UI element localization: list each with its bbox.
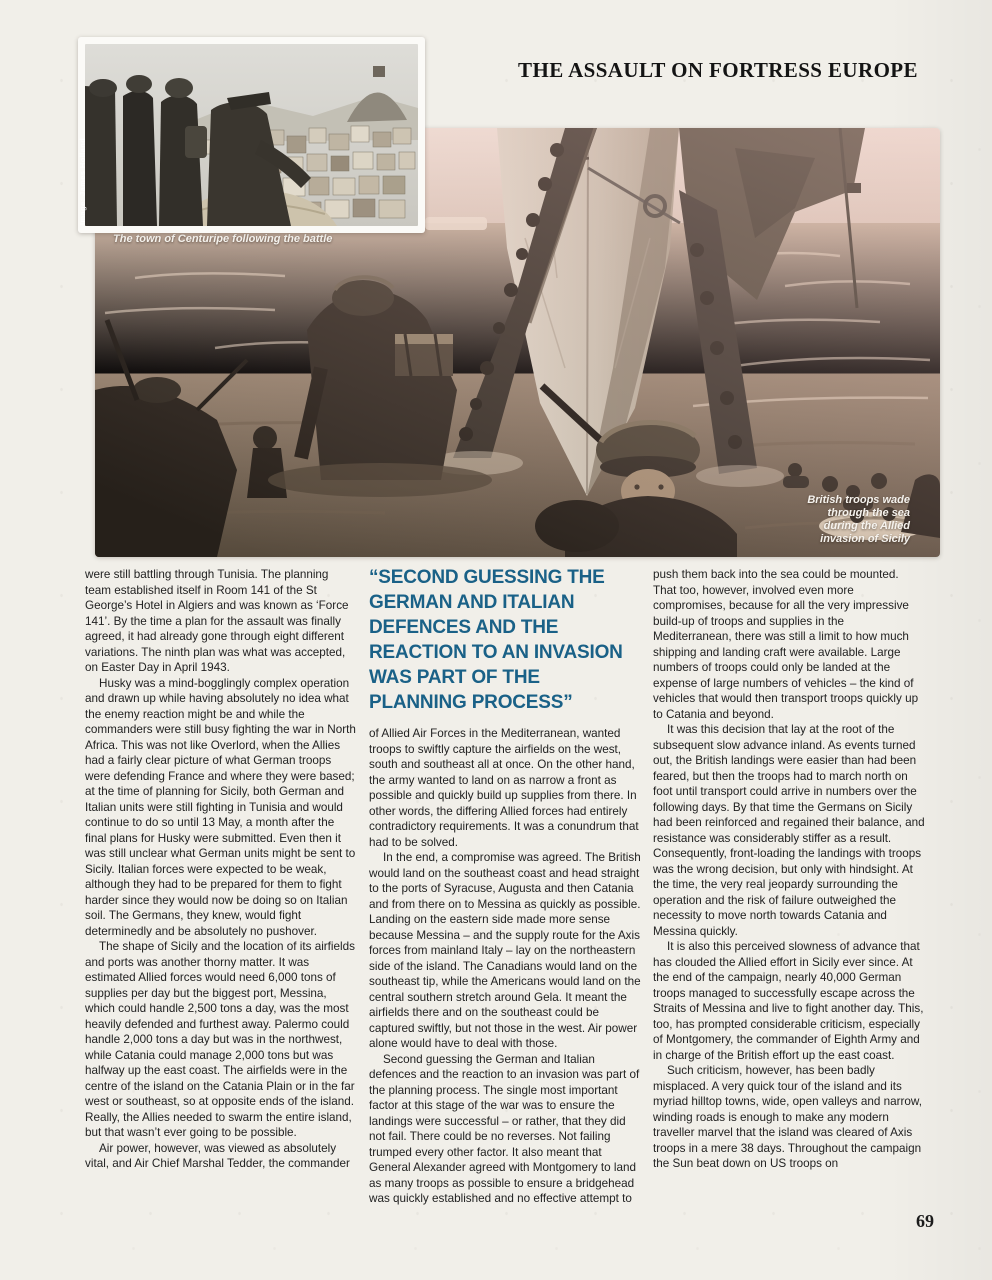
paragraph: of Allied Air Forces in the Mediterranean, wanted troops to swiftly capture the airfields on the west, south and southeast all at once. On the other hand, the army wanted to land on as narrow a front as possible and quickly build up supplies from there. In other words, the differing Allied forces had entirely contradictory requirements. It was a conundrum that had to be solved. bbox=[369, 727, 639, 849]
invasion-caption-line: British troops wade bbox=[807, 494, 910, 506]
article-column-1 bbox=[85, 567, 357, 1207]
paragraph: In the end, a compromise was agreed. The British would land on the southeast coast and head straight to the ports of Syracuse, Augusta and then Catania and from there on to Messina as quickly as possible. Landing on the eastern side made more sense because Messina – and the supply route for the Axis forces from mainland Italy – lay on the northeastern side of the island. The Canadians would land on the southeast tip, while the Americans would land on the central southern stretch around Gela. It meant the airfields there and on the southeast could be captured swiftly, but not those in the west. Air power alone would have to deal with those. bbox=[369, 851, 641, 1050]
paragraph: Such criticism, however, has been badly misplaced. A very quick tour of the island and its myriad hilltop towns, wide, open valleys and narrow, winding roads is enough to make any modern traveller marvel that the island was cleared of Axis troops in a mere 38 days. Throughout the campaign the Sun beat down on US troops on bbox=[653, 1064, 922, 1170]
article-column-2 bbox=[369, 567, 641, 1207]
centuripe-caption: The town of Centuripe following the battle bbox=[113, 233, 333, 245]
paragraph: Air power, however, was viewed as absolutely vital, and Air Chief Marshal Tedder, the commander bbox=[85, 1141, 350, 1170]
image-credit: Image: James Holland bbox=[78, 137, 87, 225]
invasion-caption-line: through the sea bbox=[827, 507, 910, 519]
paragraph: It is also this perceived slowness of advance that has clouded the Allied effort in Sicily ever since. At the end of the campaign, nearly 40,000 German troops managed to successfully escape across the Straits of Messina and live to fight another day. This, too, has prompted considerable criticism, especially of Montgomery, the commander of Eighth Army and in charge of the British effort up the east coast. bbox=[653, 940, 924, 1062]
paragraph: Second guessing the German and Italian defences and the reaction to an invasion was part of the planning process. The single most important factor at this stage of the war was to ensure the landings were successful – or rather, that they did not fail. There could be no reverses. Not failing trumped every other factor. It also meant that General Alexander agreed with Montgomery to land as many troops as possible to ensure a bridgehead was quickly established and no effective attempt to bbox=[369, 1052, 640, 1205]
invasion-caption-line: invasion of Sicily bbox=[820, 533, 910, 545]
page-number: 69 bbox=[916, 1211, 934, 1231]
paragraph: were still battling through Tunisia. The planning team established itself in Room 141 of the St George’s Hotel in Algiers and was known as ‘Force 141’. By the time a plan for the assault was finally agreed, it had already gone through eight different variations. The ninth plan was what was accepted, on Easter Day in April 1943. bbox=[85, 568, 349, 674]
pull-quote: “SECOND GUESSING THE GERMAN AND ITALIAN DEFENCES AND THE REACTION TO AN INVASION WAS PART OF THE PLANNING PROCESS” bbox=[369, 567, 623, 713]
invasion-caption bbox=[807, 494, 910, 546]
article-body bbox=[85, 567, 925, 1207]
article-column-3 bbox=[653, 567, 925, 1207]
centuripe-image bbox=[85, 44, 418, 226]
photo-centuripe bbox=[78, 37, 425, 233]
paragraph: The shape of Sicily and the location of its airfields and ports was another thorny matter. It was estimated Allied forces would need 6,000 tons of supplies per day but the biggest port, Messina, which could handle 2,500 tons a day, was the most heavily defended and furthest away. Palermo could handle 2,000 tons a day but was in the northwest, while Catania could manage 2,000 tons but was halfway up the east coast. The airfields were in the centre of the island on the Catania Plain or in the far west or southeast, so at opposite ends of the island. Really, the Allies needed to swarm the entire island, but that wasn’t ever going to be possible. bbox=[85, 940, 355, 1139]
paragraph: Husky was a mind-bogglingly complex operation and drawn up while having absolutely no idea what the enemy reaction might be and while the commanders were still busy fighting the war in North Africa. This was not like Overlord, when the Allies had a fairly clear picture of what German troops were defending France and where they were based; at the time of planning for Sicily, both German and Italian units were still fighting in Tunisia and would continue to do so until 13 May, a month after the final plans for Husky were submitted. Even then it was still unclear what German units might be sent to Sicily. Italian forces were expected to be weak, although they had to be prepared for them to fight harder since they would now be doing so on Italian soil. The Germans, they knew, would fight determinedly and be absolutely no pushover. bbox=[85, 676, 356, 938]
page-title: THE ASSAULT ON FORTRESS EUROPE bbox=[518, 58, 918, 82]
paragraph: push them back into the sea could be mounted. That too, however, involved even more compromises, because for all the very impressive build-up of troops and supplies in the Mediterranean, there was still a limit to how much shipping and landing craft were available. Large numbers of troops could only be landed at the expense of large numbers of vehicles – the kind of vehicles that would then transport troops quickly up to Catania and beyond. bbox=[653, 568, 919, 721]
paragraph: It was this decision that lay at the root of the subsequent slow advance inland. As events turned out, the British landings were easier than had been feared, but then the troops had to march north on foot until transport could arrive in numbers over the following days. By that time the Germans on Sicily had been reinforced and regained their balance, and resistance was considerably stiffer as a result. Consequently, front-loading the landings with troops was the wrong decision, but only with hindsight. At the time, the very real jeopardy surrounding the operation and the risk of failure outweighed the necessity to move north towards Catania and Messina quickly. bbox=[653, 723, 925, 938]
article-column-2-text bbox=[369, 726, 641, 1207]
invasion-caption-line: during the Allied bbox=[823, 520, 910, 532]
